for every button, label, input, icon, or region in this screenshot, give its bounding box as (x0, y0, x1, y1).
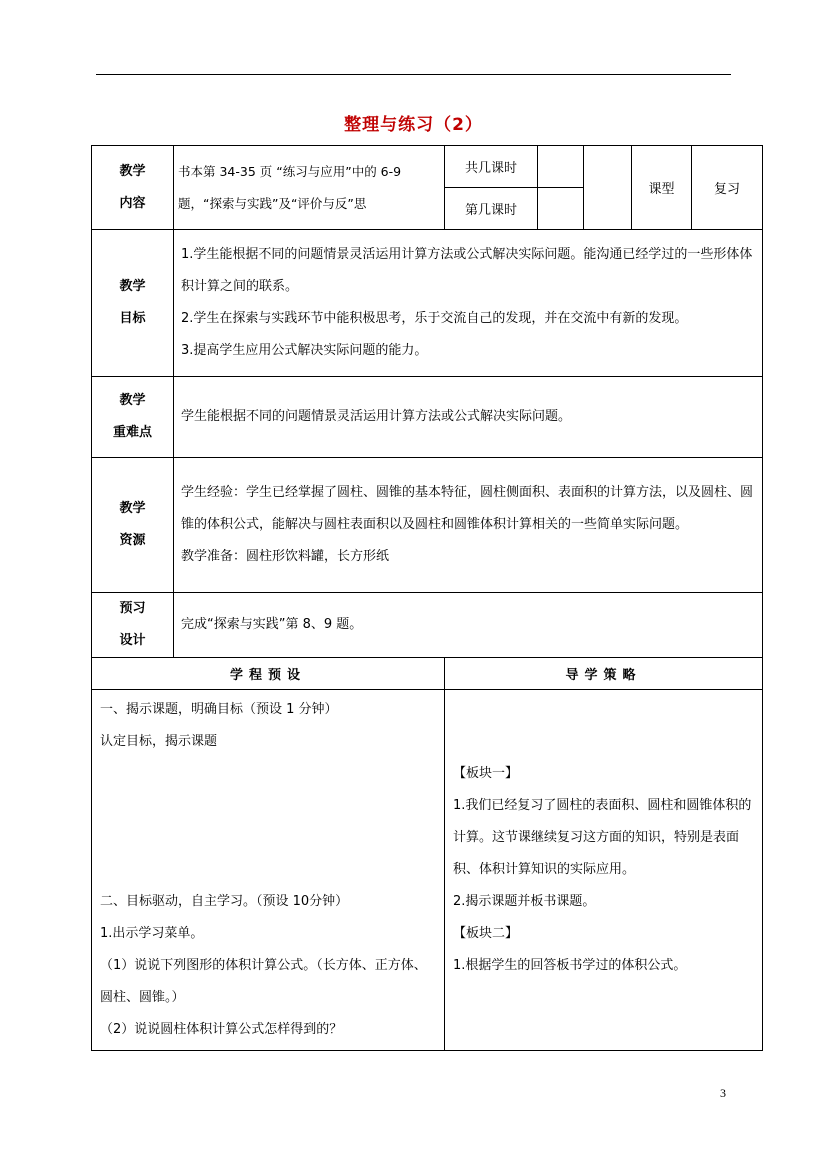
block1-item: 2.揭示课题并板书课题。 (453, 894, 596, 909)
resources-experience: 学生经验：学生已经掌握了圆柱、圆锥的基本特征，圆柱侧面积、表面积的计算方法，以及圆柱、圆锥的体积公式，能解决与圆柱表面积以及圆柱和圆锥体积计算相关的一些简单实际问题。 (181, 485, 754, 532)
blank-cell (584, 146, 632, 230)
goal-item: 1.学生能根据不同的问题情景灵活运用计算方法或公式解决实际问题。能沟通已经学过的一些形体体积计算之间的联系。 (181, 247, 753, 294)
process-left-column (92, 690, 445, 1051)
resources-content (174, 458, 763, 593)
current-hour-value (538, 188, 584, 230)
current-hour-label: 第几课时 (445, 188, 538, 230)
page-number: 3 (720, 1086, 726, 1100)
page-title: 整理与练习（2） (344, 115, 483, 135)
preview-text: 完成“探索与实践”第 8、9 题。 (174, 593, 763, 658)
lesson-type-value: 复习 (692, 146, 763, 230)
resources-preparation: 教学准备：圆柱形饮料罐，长方形纸 (181, 549, 390, 564)
part1-title: 一、揭示课题，明确目标（预设 1 分钟） (100, 702, 338, 717)
part1-text: 认定目标，揭示课题 (100, 734, 218, 749)
preview-label: 预习 设计 (92, 593, 174, 658)
lesson-type-label: 课型 (632, 146, 692, 230)
process-right-header: 导学策略 (445, 658, 763, 690)
content-text: 书本第 34-35 页 “练习与应用”中的 6-9 题，“探索与实践”及“评价与反”思 (174, 146, 445, 230)
block2-title: 【板块二】 (453, 926, 519, 941)
part2-item: （2）说说圆柱体积计算公式怎样得到的？ (100, 1022, 343, 1037)
content-label: 教学 内容 (92, 146, 174, 230)
header-rule (96, 74, 731, 75)
part2-item: （1）说说下列图形的体积计算公式。（长方体、正方体、圆柱、圆锥。） (100, 958, 427, 1005)
block1-title: 【板块一】 (453, 766, 519, 781)
process-left-header: 学程预设 (92, 658, 445, 690)
part2-item: 1.出示学习菜单。 (100, 926, 204, 941)
lesson-plan-table (91, 145, 763, 1051)
goals-label: 教学 目标 (92, 230, 174, 377)
resources-label: 教学 资源 (92, 458, 174, 593)
block2-item: 1.根据学生的回答板书学过的体积公式。 (453, 958, 687, 973)
block1-item: 1.我们已经复习了圆柱的表面积、圆柱和圆锥体积的计算。这节课继续复习这方面的知识，特别是表面积、体积计算知识的实际应用。 (453, 798, 752, 877)
goal-item: 3.提高学生应用公式解决实际问题的能力。 (181, 343, 428, 358)
goals-content (174, 230, 763, 377)
key-points-label: 教学 重难点 (92, 377, 174, 458)
process-right-column (445, 690, 763, 1051)
total-hours-value (538, 146, 584, 188)
part2-title: 二、目标驱动，自主学习。（预设 10分钟） (100, 894, 349, 909)
goal-item: 2.学生在探索与实践环节中能积极思考，乐于交流自己的发现，并在交流中有新的发现。 (181, 311, 688, 326)
total-hours-label: 共几课时 (445, 146, 538, 188)
key-points-text: 学生能根据不同的问题情景灵活运用计算方法或公式解决实际问题。 (174, 377, 763, 458)
